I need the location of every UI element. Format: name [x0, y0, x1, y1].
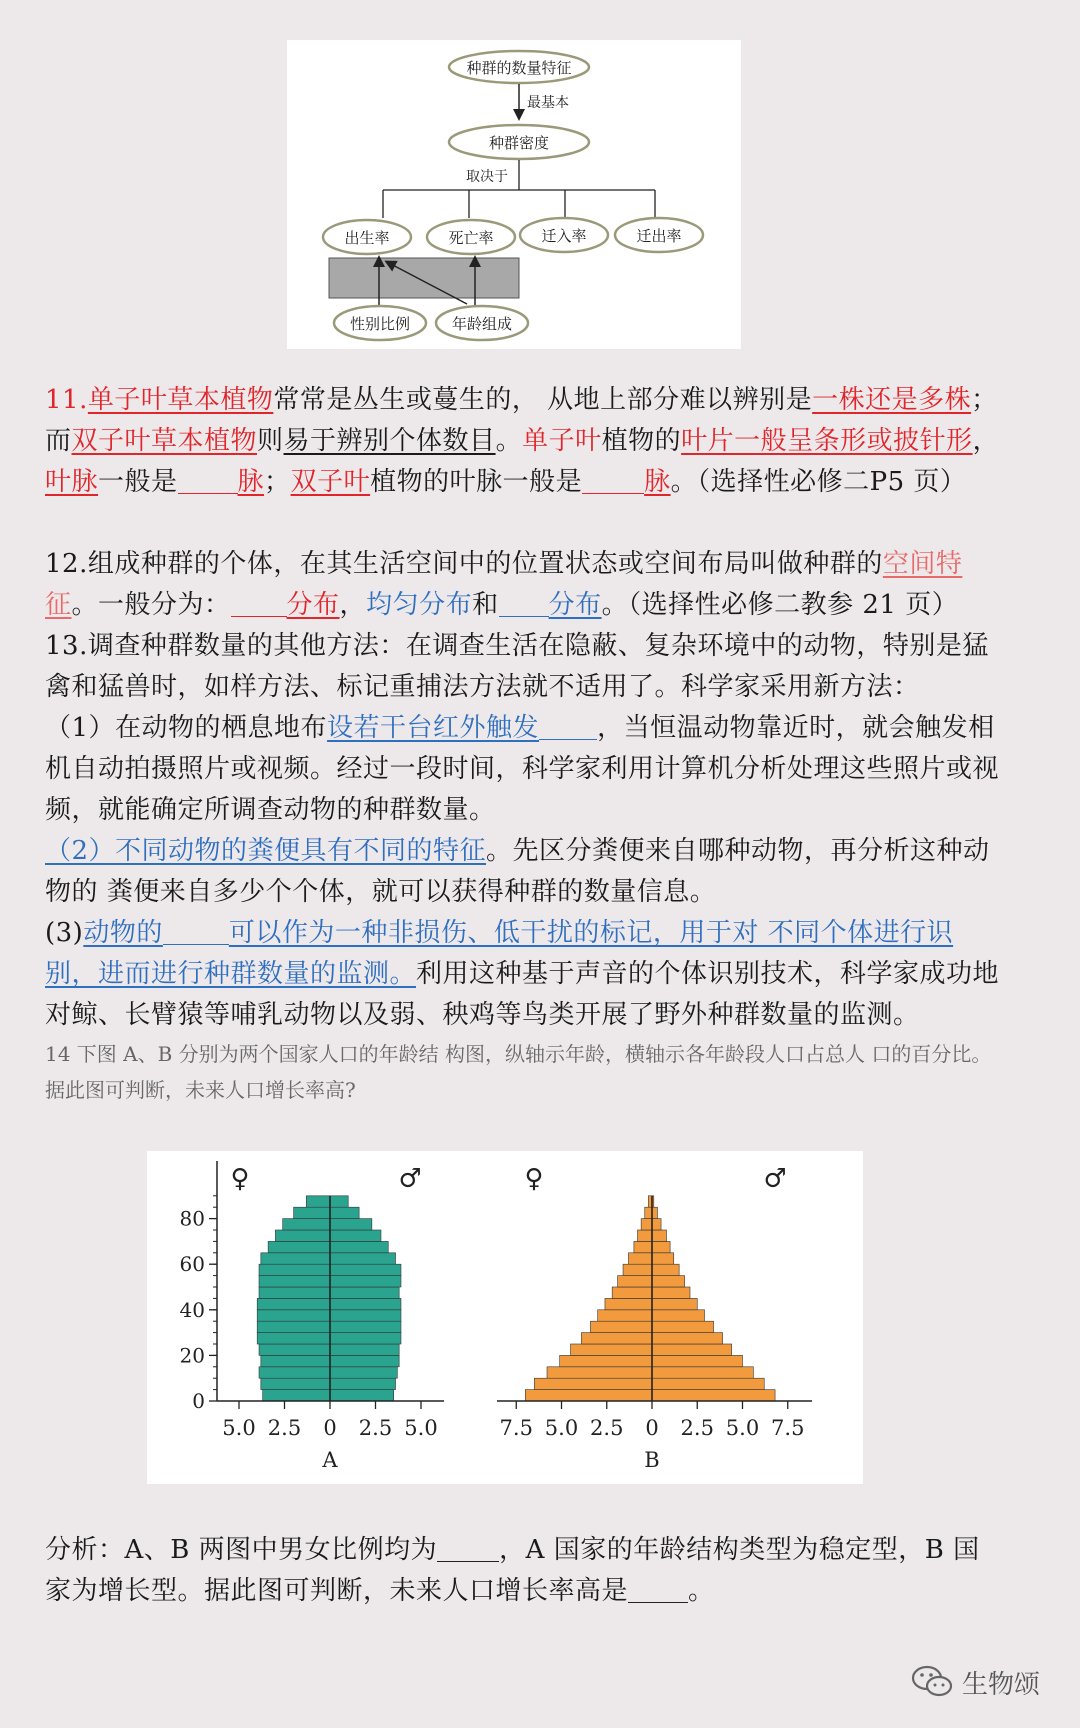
analysis: [45, 1530, 1000, 1612]
bar-female-B: [590, 1321, 652, 1332]
q13-p1-infrared: 设若干台红外触发: [327, 713, 540, 743]
bar-male-B: [652, 1344, 732, 1355]
analysis-text-2: ，A 国家的年龄结构类型为稳定型，B 国家为增长型。据此图可判断，未来人口增长率高是: [45, 1535, 980, 1606]
bar-female-A: [268, 1241, 330, 1252]
bar-male-A: [330, 1219, 372, 1230]
q12-reference: 。（选择性必修二教参 21 页）: [601, 590, 959, 620]
panel-label: B: [644, 1448, 660, 1472]
q12-text-1: 12.组成种群的个体，在其生活空间中的位置状态或空间布局叫做种群的: [45, 549, 883, 579]
q13-p3-number: (3): [45, 918, 84, 948]
bar-female-B: [547, 1367, 652, 1378]
bar-male-A: [330, 1276, 401, 1287]
male-symbol: ♂: [763, 1164, 787, 1194]
q11-text-6: ，: [972, 426, 1000, 456]
x-tick-label: 5.0: [404, 1416, 438, 1440]
bar-female-B: [534, 1378, 652, 1389]
bar-female-A: [283, 1219, 330, 1230]
bar-male-B: [652, 1219, 661, 1230]
bar-female-A: [263, 1390, 330, 1401]
bar-male-B: [652, 1264, 679, 1275]
bar-male-B: [652, 1230, 666, 1241]
y-tick-label: 0: [192, 1389, 205, 1413]
wechat-icon: [910, 1664, 954, 1700]
bar-female-B: [618, 1276, 652, 1287]
analysis-blank-2[interactable]: [628, 1576, 688, 1603]
bar-female-A: [257, 1310, 330, 1321]
x-tick-label: 7.5: [499, 1416, 533, 1440]
bar-female-B: [571, 1344, 652, 1355]
arrow-label: 最基本: [527, 95, 569, 111]
x-tick-label: 2.5: [358, 1416, 393, 1440]
bar-male-B: [652, 1333, 723, 1344]
bar-female-B: [634, 1241, 652, 1252]
q12-blank-2[interactable]: [499, 590, 549, 617]
bar-female-A: [259, 1276, 330, 1287]
female-symbol: ♀: [524, 1164, 544, 1194]
bar-male-A: [330, 1344, 399, 1355]
q11-text-3: 则: [257, 426, 284, 456]
q12-blank-1[interactable]: [231, 590, 287, 617]
bar-male-A: [330, 1253, 396, 1264]
question-13-part-3: [45, 913, 1000, 1036]
q11-one-or-many: 一株还是多株: [812, 385, 972, 415]
q11-easy-count: 易于辨别个体数目: [283, 426, 496, 456]
y-tick-label: 20: [179, 1343, 205, 1368]
bar-female-A: [259, 1344, 330, 1355]
bar-male-A: [330, 1333, 401, 1344]
bar-male-B: [652, 1253, 674, 1264]
bar-female-A: [275, 1230, 330, 1241]
analysis-blank-1[interactable]: [437, 1535, 499, 1562]
q11-vein-suffix-2: 脉: [644, 467, 671, 497]
q11-text-1: 常常是丛生或蔓生的， 从地上部分难以辨别是: [273, 385, 813, 415]
x-tick-label: 5.0: [544, 1416, 579, 1440]
node-birth: 出生率: [344, 229, 390, 247]
bar-female-A: [261, 1355, 330, 1366]
bar-male-A: [330, 1196, 348, 1207]
bar-female-B: [623, 1264, 652, 1275]
bar-female-B: [641, 1219, 652, 1230]
bar-male-B: [652, 1276, 685, 1287]
y-tick-label: 80: [179, 1206, 205, 1231]
q11-monocot: 单子叶: [522, 426, 602, 456]
bar-female-A: [257, 1321, 330, 1332]
q12-text-3: ，: [339, 590, 367, 620]
bar-female-B: [598, 1310, 652, 1321]
x-tick-label: 2.5: [267, 1416, 302, 1440]
bar-female-A: [261, 1253, 330, 1264]
x-tick-label: 5.0: [222, 1416, 256, 1440]
q11-blank-1[interactable]: [178, 467, 238, 494]
question-13-part-1: [45, 708, 1000, 831]
bar-male-B: [652, 1207, 657, 1218]
bar-male-A: [330, 1230, 381, 1241]
bar-female-B: [612, 1287, 652, 1298]
diagram-svg: [287, 40, 741, 349]
question-13-intro: 13.调查种群数量的其他方法：在调查生活在隐蔽、复杂环境中的动物，特别是猛禽和猛兽时，如样方法、标记重捕法方法就不适用了。科学家采用新方法：: [45, 631, 989, 702]
q13-p1-text-1: （1）在动物的栖息地布: [45, 713, 328, 743]
male-symbol: ♂: [398, 1164, 422, 1194]
bar-female-A: [259, 1367, 330, 1378]
bar-male-B: [652, 1367, 753, 1378]
q13-p3-animal: 动物的: [83, 918, 163, 948]
bar-male-B: [652, 1378, 764, 1389]
q11-text-5: 植物的: [601, 426, 682, 456]
question-12: [45, 544, 1000, 626]
node-top: 种群的数量特征: [466, 59, 572, 77]
depends-label: 取决于: [466, 169, 508, 185]
y-tick-label: 40: [179, 1297, 205, 1322]
question-11: [45, 380, 1000, 503]
bar-male-B: [652, 1390, 775, 1401]
x-tick-label: 0: [323, 1416, 337, 1440]
bar-male-A: [330, 1287, 399, 1298]
y-tick-label: 60: [179, 1252, 205, 1277]
q13-p3-marker: 可以作为一种非损伤、低干扰的标记，用于对 不同个体进行识别，进而进行种群数量的监测。: [45, 918, 954, 989]
bar-female-B: [628, 1253, 652, 1264]
bar-female-A: [257, 1298, 330, 1309]
bar-male-A: [330, 1207, 359, 1218]
q12-distribution-2: 分布: [548, 590, 602, 620]
x-tick-label: 7.5: [771, 1416, 805, 1440]
x-tick-label: 0: [645, 1416, 659, 1440]
bar-male-B: [652, 1310, 704, 1321]
bar-female-A: [294, 1207, 330, 1218]
watermark: [910, 1662, 1040, 1702]
bar-male-A: [330, 1367, 397, 1378]
bar-female-B: [581, 1333, 652, 1344]
q12-uniform: 均匀分布: [366, 590, 473, 620]
female-symbol: ♀: [230, 1164, 250, 1194]
x-tick-label: 2.5: [590, 1416, 624, 1440]
q11-vein-suffix-1: 脉: [237, 467, 265, 497]
q13-p2-text: 。先区分粪便来自哪种动物，再分析这种动物的 粪便来自多少个个体，就可以获得种群的数量信息。: [45, 836, 990, 907]
bar-male-A: [330, 1264, 401, 1275]
bar-male-B: [652, 1241, 670, 1252]
node-immigration: 迁入率: [541, 227, 587, 245]
bar-female-B: [605, 1298, 652, 1309]
analysis-text-1: 分析：A、B 两图中男女比例均为: [45, 1535, 438, 1565]
q12-spatial-feature: 空间特征: [45, 549, 963, 620]
bar-male-B: [652, 1298, 697, 1309]
bar-male-A: [330, 1310, 401, 1321]
bar-female-A: [259, 1264, 330, 1275]
pyramid-svg: [147, 1151, 863, 1484]
x-tick-label: 5.0: [725, 1416, 760, 1440]
q12-distribution-1: 分布: [286, 590, 340, 620]
q11-vein: 叶脉: [45, 467, 99, 497]
bar-female-A: [261, 1378, 330, 1389]
node-emigration: 迁出率: [636, 227, 682, 245]
q12-text-2: 。一般分为：: [71, 590, 231, 620]
bar-male-B: [652, 1287, 690, 1298]
bar-male-A: [330, 1241, 388, 1252]
analysis-text-3: 。: [688, 1576, 715, 1606]
watermark-text: 生物颂: [962, 1669, 1041, 1700]
question-13-part-2: [45, 831, 1000, 913]
q11-leaf-shape: 叶片一般呈条形或披针形: [681, 426, 973, 456]
bar-female-B: [638, 1230, 652, 1241]
q11-dicot-herb: 双子叶草本植物: [71, 426, 258, 456]
bar-female-B: [645, 1207, 652, 1218]
q13-blank-2[interactable]: [163, 918, 229, 945]
bar-male-B: [652, 1355, 743, 1366]
bar-female-A: [257, 1333, 330, 1344]
node-density: 种群密度: [488, 134, 550, 152]
q11-dicot: 双子叶: [290, 467, 371, 497]
bar-female-A: [259, 1287, 330, 1298]
x-tick-label: 2.5: [680, 1416, 714, 1440]
question-14: 14 下图 A、B 分别为两个国家人口的年龄结 构图，纵轴示年龄，横轴示各年龄段人口占总人 口的百分比。据此图可判断，未来人口增长率高?: [45, 1042, 992, 1102]
q13-p3-text: 利用这种基于声音的个体识别技术，科学家成功地对鲸、长臂猿等哺乳动物以及弱、秧鸡等鸟类开展了野外种群数量的监测。: [45, 959, 1000, 1030]
q11-text-2: ；而: [45, 385, 998, 456]
bar-female-A: [306, 1196, 330, 1207]
q13-p1-text-2: ，当恒温动物靠近时，就会触发相机自动拍摄照片或视频。经过一段时间，科学家利用计算机分析处理这些照片或视频，就能确定所调查动物的种群数量。: [45, 713, 1000, 825]
bar-female-B: [525, 1390, 652, 1401]
q11-text-8: ；: [264, 467, 291, 497]
node-age-structure: 年龄组成: [451, 315, 513, 333]
bar-male-A: [330, 1321, 401, 1332]
q13-p2-feces: （2）不同动物的粪便具有不同的特征: [45, 836, 487, 866]
q11-number: 11.: [45, 385, 88, 415]
q11-text-7: 一般是: [98, 467, 178, 497]
q11-blank-2[interactable]: [582, 467, 644, 494]
bar-female-B: [560, 1355, 652, 1366]
bar-male-B: [652, 1321, 714, 1332]
bar-male-A: [330, 1298, 401, 1309]
q11-text-9: 植物的叶脉一般是: [370, 467, 583, 497]
node-sex-ratio: 性别比例: [349, 315, 411, 333]
node-death: 死亡率: [448, 229, 494, 247]
population-pyramid-chart: [147, 1151, 863, 1484]
bar-male-A: [330, 1390, 394, 1401]
q11-reference: 。（选择性必修二P5 页）: [670, 467, 967, 497]
population-features-diagram: [287, 40, 741, 349]
panel-label: A: [322, 1448, 338, 1472]
bar-male-A: [330, 1378, 396, 1389]
bar-male-A: [330, 1355, 399, 1366]
hidden-box: [329, 258, 519, 298]
q13-blank-1[interactable]: [539, 713, 597, 740]
q11-monocot-herb: 单子叶草本植物: [87, 385, 274, 415]
q11-text-4: 。: [495, 426, 523, 456]
q12-text-4: 和: [472, 590, 499, 620]
